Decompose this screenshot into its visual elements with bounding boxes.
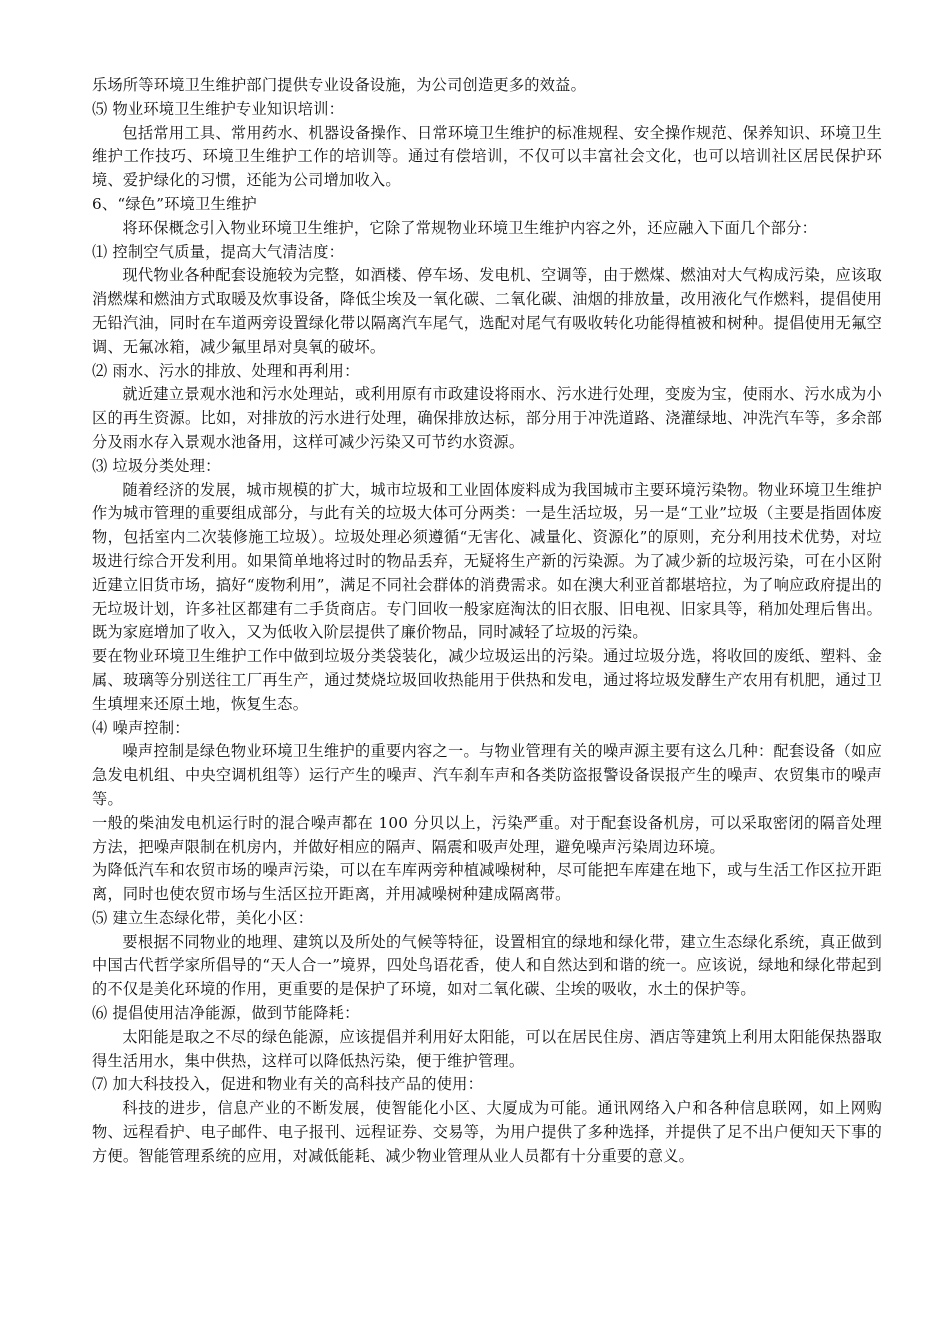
section-heading: ⑺ 加大科技投入，促进和物业有关的高科技产品的使用： (92, 1075, 484, 1094)
body-paragraph: 太阳能是取之不尽的绿色能源，应该提倡并利用好太阳能，可以在居民住房、酒店等建筑上利用太阳能保热器取得生活用水，集中供热，这样可以降低热污染，便于维护管理。 (92, 1027, 882, 1070)
body-paragraph: 乐场所等环境卫生维护部门提供专业设备设施，为公司创造更多的效益。 (92, 76, 586, 94)
section-heading: ⑸ 物业环境卫生维护专业知识培训： (92, 99, 345, 118)
body-paragraph: 科技的进步，信息产业的不断发展，使智能化小区、大厦成为可能。通讯网络入户和各种信息联网，如上网购物、远程看护、电子邮件、电子报刊、远程证券、交易等，为用户提供了多种选择，并提供了足不出户便知天下事的方便。智能管理系统的应用，对减低能耗、减少物业管理从业人员都有十分重要的意义。 (92, 1099, 882, 1165)
section-heading: ⑵ 雨水、污水的排放、处理和再利用： (92, 361, 360, 380)
body-paragraph: 将环保概念引入物业环境卫生维护，它除了常规物业环境卫生维护内容之外，还应融入下面几个部分： (122, 218, 818, 237)
body-paragraph: 要根据不同物业的地理、建筑以及所处的气候等特征，设置相宜的绿地和绿化带，建立生态绿化系统，真正做到中国古代哲学家所倡导的“天人合一”境界，四处鸟语花香，使人和自然达到和谐的统一。应该说，绿地和绿化带起到的不仅是美化环境的作用，更重要的是保护了环境，如对二氧化碳、尘埃的吸收，水土的保护等。 (92, 932, 882, 999)
document-page (92, 74, 882, 1169)
body-paragraph: 现代物业各种配套设施较为完整，如酒楼、停车场、发电机、空调等，由于燃煤、燃油对大气构成污染，应该取消燃煤和燃油方式取暖及炊事设备，降低尘埃及一氧化碳、二氧化碳、油烟的排放量，改用液化气作燃料，提倡使用无铅汽油，同时在车道两旁设置绿化带以隔离汽车尾气，选配对尾气有吸收转化功能得植被和树种。提倡使用无氟空调、无氟冰箱，减少氟里昂对臭氧的破坏。 (92, 266, 882, 356)
body-paragraph: 就近建立景观水池和污水处理站，或利用原有市政建设将雨水、污水进行处理，变废为宝，使雨水、污水成为小区的再生资源。比如，对排放的污水进行处理，确保排放达标，部分用于冲洗道路、浇灌绿地、冲洗汽车等，多余部分及雨水存入景观水池备用，这样可减少污染又可节约水资源。 (92, 385, 882, 451)
section-heading: ⑹ 提倡使用洁净能源，做到节能降耗： (92, 1004, 360, 1023)
section-heading: ⑶ 垃圾分类处理： (92, 456, 221, 475)
body-paragraph: 随着经济的发展，城市规模的扩大，城市垃圾和工业固体废料成为我国城市主要环境污染物。物业环境卫生维护作为城市管理的重要组成部分，与此有关的垃圾大体可分两类：一是生活垃圾，另一是“工业”垃圾（主要是指固体废物，包括室内二次装修施工垃圾）。垃圾处理必须遵循“无害化、减量化、资源化”的原则，充分利用技术优势，对垃圾进行综合开发利用。如果简单地将过时的物品丢弃，无疑将生产新的污染源。为了减少新的垃圾污染，可在小区附近建立旧货市场，搞好“废物利用”，满足不同社会群体的消费需求。如在澳大利亚首都堪培拉，为了响应政府提出的无垃圾计划，许多社区都建有二手货商店。专门回收一般家庭淘汰的旧衣服、旧电视、旧家具等，稍加处理后售出。既为家庭增加了收入，又为低收入阶层提供了廉价物品，同时减轻了垃圾的污染。 (92, 480, 882, 642)
section-heading: ⑷ 噪声控制： (92, 718, 190, 737)
body-paragraph: 一般的柴油发电机运行时的混合噪声都在 100 分贝以上，污染严重。对于配套设备机房，可以采取密闭的隔音处理方法，把噪声限制在机房内，并做好相应的隔声、隔震和吸声处理，避免噪声污染周边环境。 (92, 813, 882, 856)
body-paragraph: 噪声控制是绿色物业环境卫生维护的重要内容之一。与物业管理有关的噪声源主要有这么几种：配套设备（如应急发电机组、中央空调机组等）运行产生的噪声、汽车刹车声和各类防盗报警设备误报产生的噪声、农贸集市的噪声等。 (92, 742, 882, 808)
section-heading: 6、“绿色”环境卫生维护 (92, 194, 257, 213)
section-heading: ⑸ 建立生态绿化带，美化小区： (92, 908, 314, 927)
section-heading: ⑴ 控制空气质量，提高大气清洁度： (92, 242, 345, 261)
body-paragraph: 要在物业环境卫生维护工作中做到垃圾分类袋装化，减少垃圾运出的污染。通过垃圾分选，将收回的废纸、塑料、金属、玻璃等分别送往工厂再生产，通过焚烧垃圾回收热能用于供热和发电，通过将垃圾发酵生产农用有机肥，通过卫生填埋来还原土地，恢复生态。 (92, 647, 882, 713)
body-paragraph: 为降低汽车和农贸市场的噪声污染，可以在车库两旁种植减噪树种，尽可能把车库建在地下，或与生活工作区拉开距离，同时也使农贸市场与生活区拉开距离，并用减噪树种建成隔离带。 (92, 861, 882, 904)
body-paragraph: 包括常用工具、常用药水、机器设备操作、日常环境卫生维护的标准规程、安全操作规范、保养知识、环境卫生维护工作技巧、环境卫生维护工作的培训等。通过有偿培训，不仅可以丰富社会文化，也可以培训社区居民保护环境、爱护绿化的习惯，还能为公司增加收入。 (92, 123, 882, 190)
